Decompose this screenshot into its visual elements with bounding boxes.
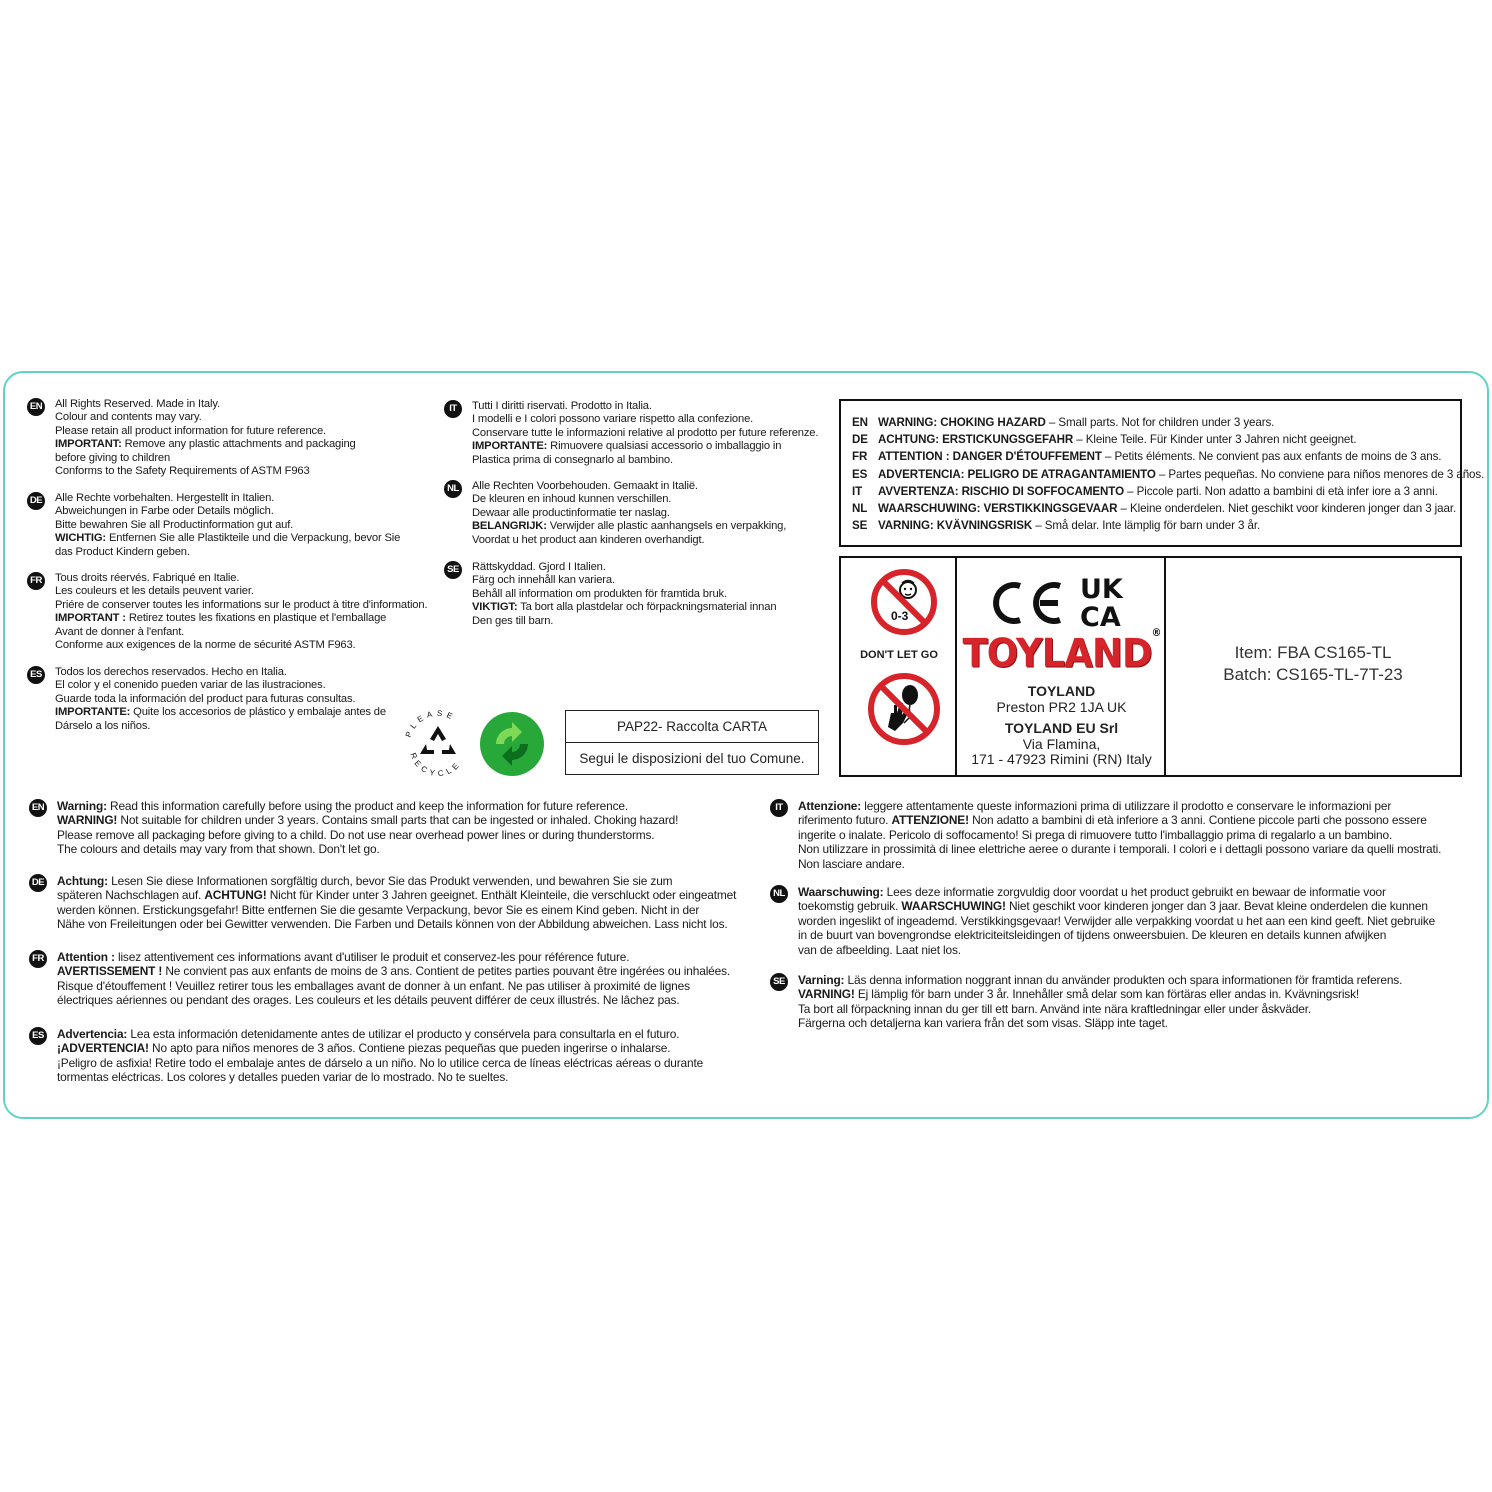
text-line: Non lasciare andare. — [798, 856, 905, 871]
text-line: Todos los derechos reservados. Hecho en Italia. — [55, 666, 287, 678]
text-line: Färgerna och detaljerna kan variera från det som visas. Släpp inte taget. — [798, 1016, 1168, 1031]
text-line: Les couleurs et les details peuvent varier. — [55, 585, 254, 598]
text-line: El color y el conenido pueden variar de las ilustraciones. — [55, 679, 326, 692]
warning-row-nl: NL WAARSCHUWING: VERSTIKKINGSGEVAAR – Kleine onderdelen. Niet geschikt voor kinderen jonger dan 3 jaar. — [852, 502, 1457, 516]
text-line: Please remove all packaging before giving to a child. Do not use near overhead power lines or during thunderstorms. — [57, 827, 655, 842]
brand-name: TOYLAND — [1027, 683, 1096, 699]
text-line: ¡ADVERTENCIA! No apto para niños menores de 3 años. Contiene piezas pequeñas que pueden ingerirse o inhalarse. — [57, 1041, 671, 1056]
text-line: Warning: Read this information carefully before using the product and keep the information for future reference. — [57, 799, 628, 813]
long-block-fr — [29, 950, 730, 1008]
text-line: Priére de conserver toutes les informations sur le product à titre d'information. — [55, 598, 428, 611]
text-line: Tous droits réervés. Fabriqué en Italie. — [55, 572, 240, 584]
text-line: VARNING! Ej lämplig för barn under 3 år. Innehåller små delar som kan förtäras eller andas in. Kvävningsrisk! — [798, 987, 1360, 1002]
text-line: Conservare tutte le informazioni relative al prodotto per future referenze. — [472, 426, 819, 439]
text-line: Behåll all information om produkten för framtida bruk. — [472, 587, 727, 600]
text-line: Rättskyddad. Gjord I Italien. — [472, 561, 606, 573]
safety-symbols — [841, 558, 957, 775]
text-line: Advertencia: Lea esta información detenidamente antes de utilizar el producto y consérvela para consultarla en el futuro. — [57, 1027, 680, 1041]
warning-row-de: DE ACHTUNG: ERSTICKUNGSGEFAHR – Kleine Teile. Für Kinder unter 3 Jahren nicht geeignet. — [852, 433, 1357, 447]
text-line: tormentas eléctricas. Los colores y detalles pueden variar de lo mostrado. No te sueltes. — [57, 1070, 509, 1085]
manufacturer-info — [957, 558, 1166, 775]
language-flag-en: EN — [27, 398, 45, 416]
text-line: De kleuren en inhoud kunnen verschillen. — [472, 493, 672, 506]
text-line: Attention : lisez attentivement ces informations avant d'utiliser le produit et conservez-les pour référence future. — [57, 950, 630, 964]
text-line: Risque d'étouffement ! Veuillez retirer tous les emballages avant de donner à un enfant. Ne pas utiliser à proximité de lignes — [57, 978, 690, 993]
text-line: Colour and contents may vary. — [55, 411, 202, 424]
text-line: Conforms to the Safety Requirements of ASTM F963 — [55, 465, 310, 478]
eu-company-name: TOYLAND EU Srl — [1004, 720, 1119, 736]
text-line: Dewaar alle productinformatie ter naslag. — [472, 506, 670, 519]
short-block-en — [27, 398, 356, 478]
svg-text:UK: UK — [1080, 574, 1123, 605]
ukca-mark-icon — [1078, 574, 1134, 630]
item-number: Item: FBA CS165-TL — [1234, 643, 1392, 662]
text-line: riferimento futuro. ATTENZIONE! Non adatto a bambini di età inferiore a 3 anni. Contiene piccole parti che possono essere — [798, 813, 1427, 828]
text-line: das Product Kindern geben. — [55, 545, 190, 558]
text-line: Tutti I diritti riservati. Prodotto in Italia. — [472, 400, 652, 412]
text-line: AVERTISSEMENT ! Ne convient pas aux enfants de moins de 3 ans. Contient de petites parties pouvant être ingérées ou inhalées. — [57, 964, 731, 979]
text-line: Plastica prima di consegnarlo al bambino. — [472, 453, 673, 466]
text-line: The colours and details may vary from that shown. Don't let go. — [57, 842, 380, 857]
text-line: worden ingeslikt of ingeademd. Verstikkingsgevaar! Verwijder alle verpakking voordat u het aan een kind geeft. Niet gebruike — [798, 913, 1436, 928]
text-line: ingerite o inalate. Pericolo di soffocamento! Si prega di rimuovere tutto l'imballaggio prima di regalarlo a un bambino. — [798, 827, 1393, 842]
warning-row-se: SE VARNING: KVÄVNINGSRISK – Små delar. Inte lämplig för barn under 3 år. — [852, 519, 1261, 533]
warning-row-it: IT AVVERTENZA: RISCHIO DI SOFFOCAMENTO – Piccole parti. Non adatto a bambini di età infer iore a 3 anni. — [852, 484, 1438, 498]
text-line: Attenzione: leggere attentamente queste informazioni prima di utilizzare il prodotto e conservare le informazioni per — [798, 799, 1392, 813]
please-recycle-icon — [402, 704, 474, 780]
dont-let-go-label: DON'T LET GO — [860, 649, 938, 661]
warning-row-fr: FR ATTENTION : DANGER D'ÉTOUFFEMENT – Petits éléments. Ne convient pas aux enfants de moins de 3 ans. — [852, 450, 1442, 464]
text-line: Färg och innehåll kan variera. — [472, 574, 615, 587]
text-line: Alle Rechten Voorbehouden. Gemaakt in Italië. — [472, 480, 698, 492]
language-flag-nl: NL — [444, 480, 462, 498]
short-block-de — [27, 492, 400, 559]
text-line: Abweichungen in Farbe oder Details möglich. — [55, 505, 274, 518]
text-line: Varning: Läs denna information noggrant innan du använder produkten och spara informationen för framtida referens. — [798, 973, 1403, 987]
language-flag-de: DE — [29, 874, 47, 892]
long-block-se — [770, 973, 1402, 1031]
language-flag-se: SE — [444, 561, 462, 579]
text-line: IMPORTANTE: Rimuovere qualsiasi accessorio o imballaggio in — [472, 440, 782, 453]
text-line: Conforme aux exigences de la norme de sécurité ASTM F963. — [55, 639, 356, 652]
svg-text:PLEASE RECYCLE: PLEASE RECYCLE — [402, 704, 411, 705]
language-flag-it: IT — [770, 799, 788, 817]
language-flag-fr: FR — [27, 572, 45, 590]
pap-code: PAP22- Raccolta CARTA — [616, 719, 768, 734]
brand-address: Preston PR2 1JA UK — [996, 699, 1127, 715]
text-line: Guarde toda la información del product para futuras consultas. — [55, 692, 356, 705]
text-line: Voordat u het product aan kinderen overhandigt. — [472, 533, 705, 546]
text-line: WARNING! Not suitable for children under 3 years. Contains small parts that can be ingested or inhaled. Choking hazard! — [57, 813, 679, 828]
balloon-warning-icon — [866, 671, 942, 747]
text-line: Avant de donner à l'enfant. — [55, 625, 185, 638]
eu-address-line1: Via Flamina, — [1022, 736, 1101, 752]
language-flag-es: ES — [29, 1027, 47, 1045]
text-line: Den ges till barn. — [472, 614, 554, 627]
compliance-info-box — [839, 556, 1462, 777]
short-block-it — [444, 400, 818, 467]
age-label: 0-3 — [891, 609, 909, 623]
text-line: Ta bort all förpackning innan du ger till ett barn. Använd inte nära kraftledningar eller under åskväder. — [798, 1001, 1312, 1016]
language-flag-fr: FR — [29, 950, 47, 968]
text-line: Waarschuwing: Lees deze informatie zorgvuldig door voordat u het product gebruikt en bewaar de informatie voor — [798, 885, 1386, 899]
short-block-fr — [27, 572, 427, 652]
language-flag-es: ES — [27, 666, 45, 684]
language-flag-de: DE — [27, 492, 45, 510]
text-line: IMPORTANTE: Quite los accesorios de plástico y embalaje antes de — [55, 706, 386, 719]
language-flag-en: EN — [29, 799, 47, 817]
item-batch-info — [1166, 558, 1460, 775]
short-block-nl — [444, 480, 786, 547]
text-line: toekomstig gebruik. WAARSCHUWING! Niet geschikt voor kinderen jonger dan 3 jaar. Bevat kleine onderdelen die kunnen — [798, 899, 1428, 914]
text-line: Nähe von Freileitungen oder bei Gewitter verwenden. Die Farben und Details können von der Abbildung abweichen. Lass nicht los. — [57, 917, 728, 932]
text-line: I modelli e I colori possono variare rispetto alla confezione. — [472, 413, 754, 426]
text-line: Achtung: Lesen Sie diese Informationen sorgfältig durch, bevor Sie das Produkt verwenden, und bewahren Sie sie zum — [57, 874, 673, 888]
text-line: IMPORTANT : Retirez toutes les fixations en plastique et l'emballage — [55, 612, 387, 625]
text-line: WICHTIG: Entfernen Sie alle Plastikteile und die Verpackung, bevor Sie — [55, 532, 401, 545]
text-line: werden können. Erstickungsgefahr! Bitte entfernen Sie die gesamte Verpackung, bevor Sie es einem Kind geben. Nicht in der — [57, 902, 700, 917]
text-line: ¡Peligro de asfixia! Retire todo el embalaje antes de dárselo a un niño. No lo utilice cerca de líneas eléctricas aéreas o durante — [57, 1055, 704, 1070]
text-line: Alle Rechte vorbehalten. Hergestellt in Italien. — [55, 492, 275, 504]
long-block-es — [29, 1027, 703, 1085]
pap-instructions: Segui le disposizioni del tuo Comune. — [566, 742, 818, 773]
language-flag-it: IT — [444, 400, 462, 418]
language-flag-nl: NL — [770, 885, 788, 903]
pap-recycling-box — [565, 710, 819, 775]
text-line: in de buurt van bovengrondse elektriciteitsleidingen of tijdens onweersbuien. De kleuren en details kunnen afwijken — [798, 928, 1387, 943]
long-block-nl — [770, 885, 1435, 957]
language-flag-se: SE — [770, 973, 788, 991]
long-block-it — [770, 799, 1441, 871]
long-block-de — [29, 874, 736, 932]
text-line: späteren Nachschlagen auf. ACHTUNG! Nicht für Kinder unter 3 Jahren geeignet. Enthält Kleinteile, die verschluckt oder eingeatmet — [57, 888, 737, 903]
svg-text:RECYCLE: RECYCLE — [408, 751, 464, 779]
text-line: VIKTIGT: Ta bort alla plastdelar och förpackningsmaterial innan — [472, 601, 777, 614]
ce-mark-icon — [990, 578, 1070, 628]
eu-address-line2: 171 - 47923 Rimini (RN) Italy — [971, 751, 1152, 767]
text-line: Please retain all product information for future reference. — [55, 424, 326, 437]
toyland-logo: TOYLAND® — [962, 627, 1161, 677]
svg-text:CA: CA — [1080, 602, 1121, 630]
text-line: Non utilizzare in prossimità di linee elettriche aeree o durante i temporali. I colori e i dettagli possono variare da quelli mostrati. — [798, 842, 1442, 857]
text-line: IMPORTANT: Remove any plastic attachments and packaging — [55, 438, 356, 451]
text-line: Bitte bewahren Sie all Productinformation gut auf. — [55, 518, 294, 531]
age-restriction-icon — [870, 568, 938, 636]
svg-text:PLEASE: PLEASE — [403, 708, 458, 739]
warning-row-es: ES ADVERTENCIA: PELIGRO DE ATRAGANTAMIENTO – Partes pequeñas. No conviene para niños menores de 3 años. — [852, 467, 1485, 481]
long-block-en — [29, 799, 678, 857]
short-block-se — [444, 561, 776, 628]
short-block-es — [27, 666, 386, 733]
text-line: van de afbeelding. Laat niet los. — [798, 942, 961, 957]
text-line: Dárselo a los niños. — [55, 719, 151, 732]
text-line: électriques aériennes ou pendant des orages. Les couleurs et les détails peuvent différer de ceux illustrés. Ne lâchez pas. — [57, 993, 680, 1008]
choking-hazard-warnings — [839, 399, 1485, 547]
text-line: BELANGRIJK: Verwijder alle plastic aanhangsels en verpakking, — [472, 520, 787, 533]
green-dot-icon — [478, 710, 546, 778]
batch-number: Batch: CS165-TL-7T-23 — [1223, 665, 1403, 684]
text-line: before giving to children — [55, 451, 171, 464]
text-line: All Rights Reserved. Made in Italy. — [55, 398, 220, 410]
warning-row-en: EN WARNING: CHOKING HAZARD – Small parts. Not for children under 3 years. — [852, 416, 1275, 429]
